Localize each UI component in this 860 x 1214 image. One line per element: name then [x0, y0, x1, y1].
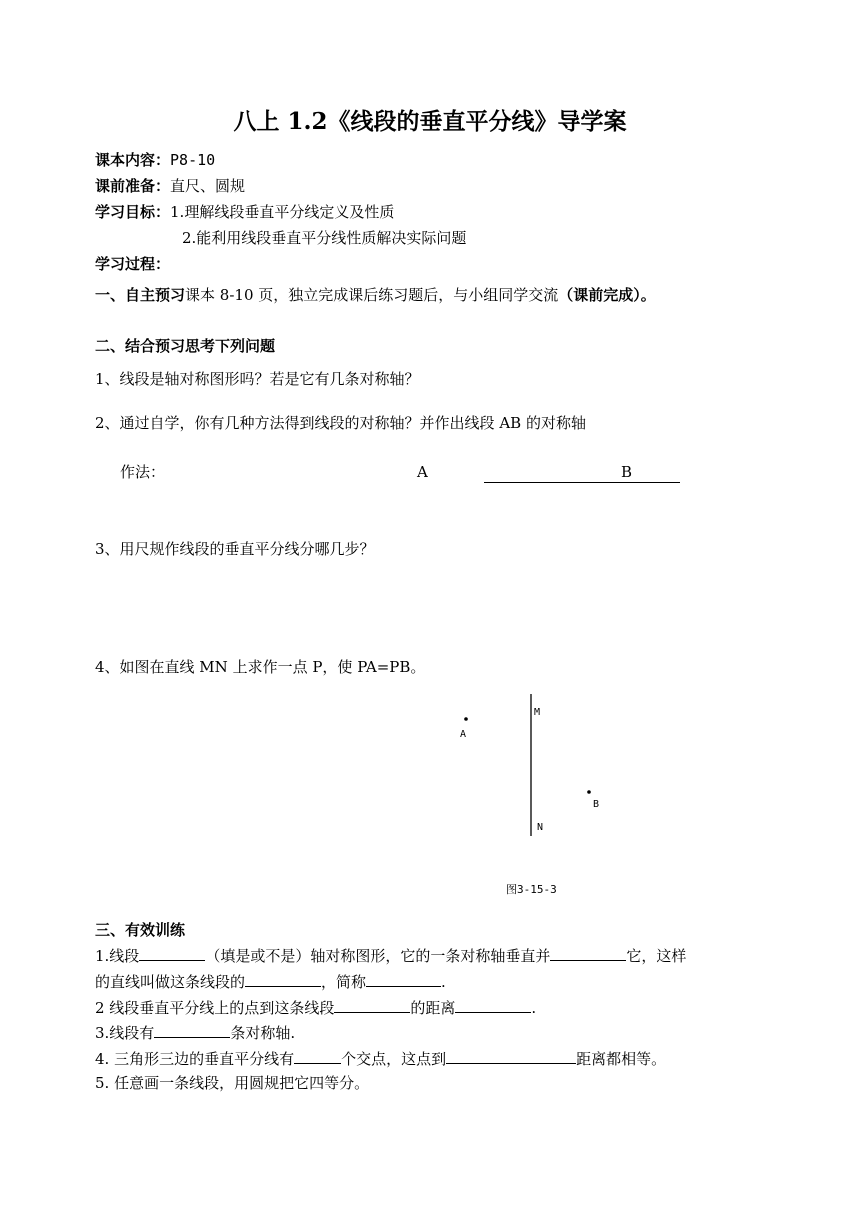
question-1: 1、线段是轴对称图形吗？若是它有几条对称轴？: [95, 370, 420, 388]
section1-text: 课本 8-10 页，独立完成课后练习题后，与小组同学交流: [185, 286, 559, 304]
answer-blank[interactable]: [334, 997, 410, 1013]
fig-label-a: A: [460, 729, 467, 740]
prep-row: [95, 176, 245, 196]
answer-blank[interactable]: [455, 997, 531, 1013]
fig-label-n: N: [537, 822, 544, 833]
section3-head: 三、有效训练: [95, 921, 186, 939]
exercise-3-row: [95, 1022, 295, 1043]
section1-note: （课前完成）。: [558, 286, 656, 304]
exercise-2-text-a: 2 线段垂直平分线上的点到这条线段: [95, 999, 335, 1017]
question-3: 3、用尺规作线段的垂直平分线分哪几步？: [95, 540, 375, 558]
fig-label-m: M: [534, 707, 541, 718]
section2-head: 二、结合预习思考下列问题: [95, 337, 276, 355]
exercise-1-text-b: （填是或不是）轴对称图形，它的一条对称轴垂直并: [205, 947, 551, 965]
content-row: [95, 150, 215, 170]
point-b: [587, 790, 591, 794]
answer-blank[interactable]: [139, 945, 205, 961]
exercise-1-row-2: [95, 971, 446, 992]
exercise-4-text-c: 距离都相等。: [576, 1050, 667, 1068]
answer-blank[interactable]: [294, 1048, 341, 1064]
exercise-1-text-d: 的直线叫做这条线段的: [95, 973, 246, 991]
exercise-3-text-b: 条对称轴.: [230, 1024, 296, 1042]
exercise-1-text-c: 它，这样: [626, 947, 687, 965]
exercise-4-row: [95, 1048, 666, 1069]
fig-caption: 图3-15-3: [506, 883, 557, 896]
line-mn-figure: [440, 690, 620, 900]
exercise-2-text-b: 的距离: [410, 999, 456, 1017]
exercise-2-text-c: .: [531, 999, 537, 1017]
method-label: 作法：: [120, 463, 166, 481]
goal-label: 学习目标：: [95, 203, 171, 221]
page-title: 八上 1.2《线段的垂直平分线》导学案: [233, 108, 627, 135]
segment-ab: [484, 482, 680, 483]
exercise-3-text-a: 3.线段有: [95, 1024, 155, 1042]
point-b-label: B: [621, 463, 633, 481]
exercise-2-row: [95, 997, 536, 1018]
exercise-1-row: [95, 945, 686, 966]
process-label: 学习过程：: [95, 255, 171, 273]
exercise-1-text-e: ，简称: [321, 973, 367, 991]
goal-1: 1.理解线段垂直平分线定义及性质: [170, 203, 395, 221]
exercise-5: 5. 任意画一条线段，用圆规把它四等分。: [95, 1074, 370, 1092]
answer-blank[interactable]: [550, 945, 626, 961]
question-2: 2、通过自学，你有几种方法得到线段的对称轴？并作出线段 AB 的对称轴: [95, 414, 586, 432]
point-a: [464, 717, 468, 721]
content-label: 课本内容：: [95, 151, 171, 169]
section1-head: 一、自主预习: [95, 286, 186, 304]
content-value: P8-10: [170, 151, 216, 169]
question-4: 4、如图在直线 MN 上求作一点 P，使 PA=PB。: [95, 658, 426, 676]
answer-blank[interactable]: [446, 1048, 576, 1064]
goal-row: [95, 202, 394, 222]
answer-blank[interactable]: [366, 971, 441, 987]
prep-label: 课前准备：: [95, 177, 171, 195]
exercise-4-text-a: 4. 三角形三边的垂直平分线有: [95, 1050, 295, 1068]
fig-label-b: B: [593, 799, 600, 810]
section1-row: [95, 285, 656, 305]
exercise-1-text-a: 1.线段: [95, 947, 140, 965]
prep-value: 直尺、圆规: [170, 177, 246, 195]
point-a-label: A: [417, 463, 428, 481]
goal-2: 2.能利用线段垂直平分线性质解决实际问题: [182, 229, 467, 247]
answer-blank[interactable]: [154, 1022, 230, 1038]
answer-blank[interactable]: [245, 971, 321, 987]
exercise-1-text-f: .: [441, 973, 446, 991]
exercise-4-text-b: 个交点，这点到: [341, 1050, 447, 1068]
